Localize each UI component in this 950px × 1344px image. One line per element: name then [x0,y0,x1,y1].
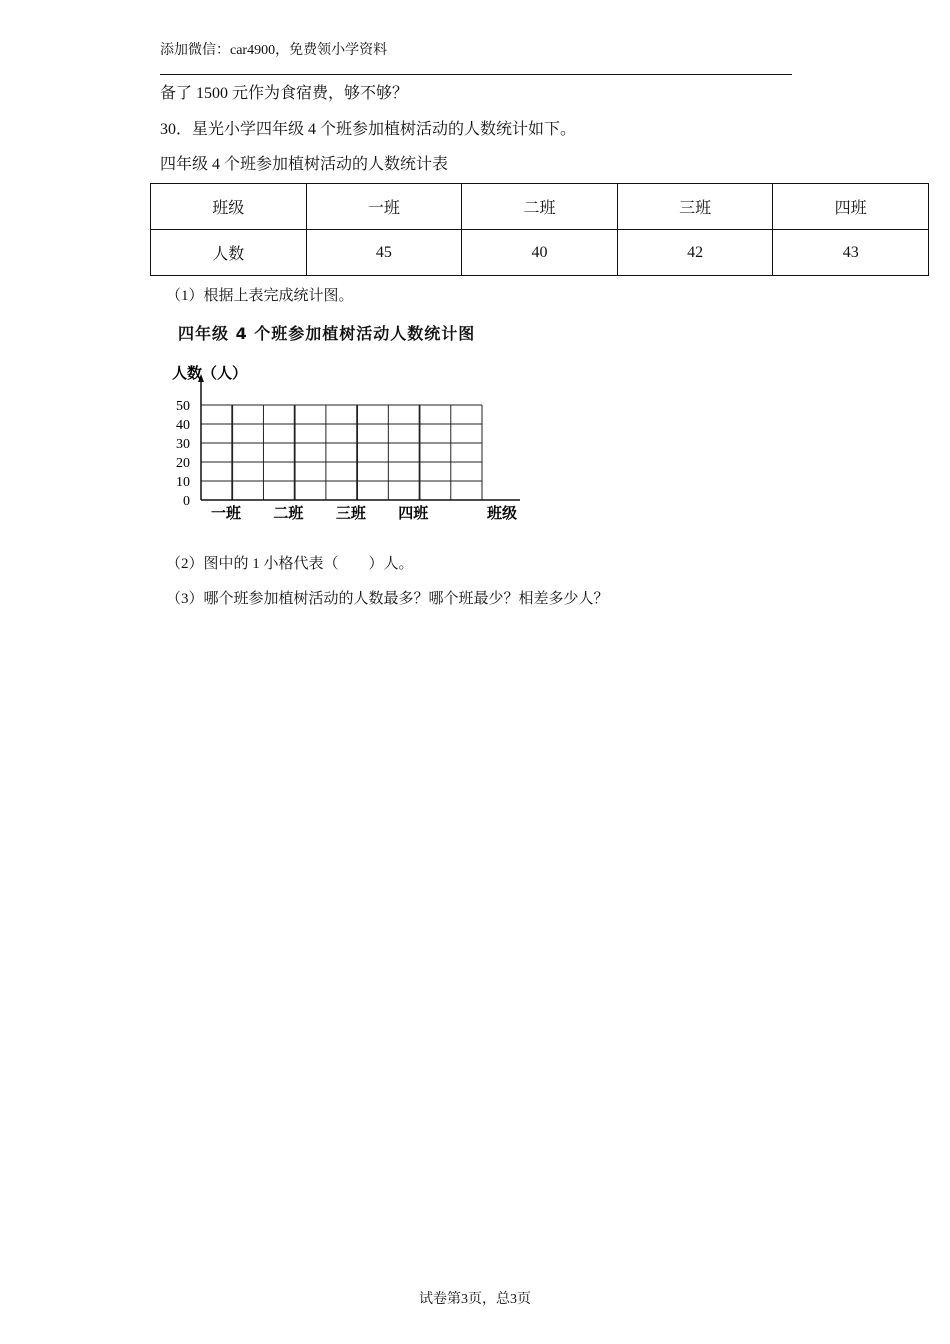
subquestion-2: （2）图中的 1 小格代表（ ）人。 [166,556,414,572]
table-title: 四年级 4 个班参加植树活动的人数统计表 [160,156,449,173]
table-cell: 二班 [462,184,618,230]
x-tick-label: 二班 [273,504,304,522]
table-cell: 人数 [151,230,307,276]
bar-chart-grid [160,358,540,528]
chart-title: 四年级 4 个班参加植树活动人数统计图 [178,324,476,343]
subquestion-1: （1）根据上表完成统计图。 [166,288,354,304]
y-tick-label: 20 [176,456,190,471]
header-rule [160,74,792,75]
y-tick-label: 40 [176,418,190,433]
table-cell: 三班 [617,184,773,230]
y-tick-label: 0 [183,494,190,509]
table-cell: 45 [306,230,462,276]
table-cell: 40 [462,230,618,276]
table-cell: 一班 [306,184,462,230]
subquestion-3: （3）哪个班参加植树活动的人数最多？哪个班最少？相差多少人？ [166,591,609,607]
table-cell: 四班 [773,184,929,230]
x-axis-label: 班级 [486,504,518,522]
table-data-row [151,230,929,276]
table-cell: 42 [617,230,773,276]
question-30: 30．星光小学四年级 4 个班参加植树活动的人数统计如下。 [160,121,577,138]
x-tick-label: 三班 [335,504,366,522]
y-tick-label: 10 [176,475,190,490]
page-header: 添加微信：car4900，免费领小学资料 [160,43,388,58]
table-cell: 43 [773,230,929,276]
chart-grid [201,405,482,500]
table-header-row [151,184,929,230]
page-footer: 试卷第3页，总3页 [419,1292,531,1307]
x-tick-label: 一班 [210,504,241,522]
stats-table [150,183,929,276]
x-tick-label: 四班 [398,504,429,522]
y-tick-label: 50 [176,399,190,414]
prev-question-text: 备了 1500 元作为食宿费，够不够？ [160,85,409,102]
y-tick-label: 30 [176,437,190,452]
table-cell: 班级 [151,184,307,230]
y-axis-label: 人数（人） [172,364,248,382]
